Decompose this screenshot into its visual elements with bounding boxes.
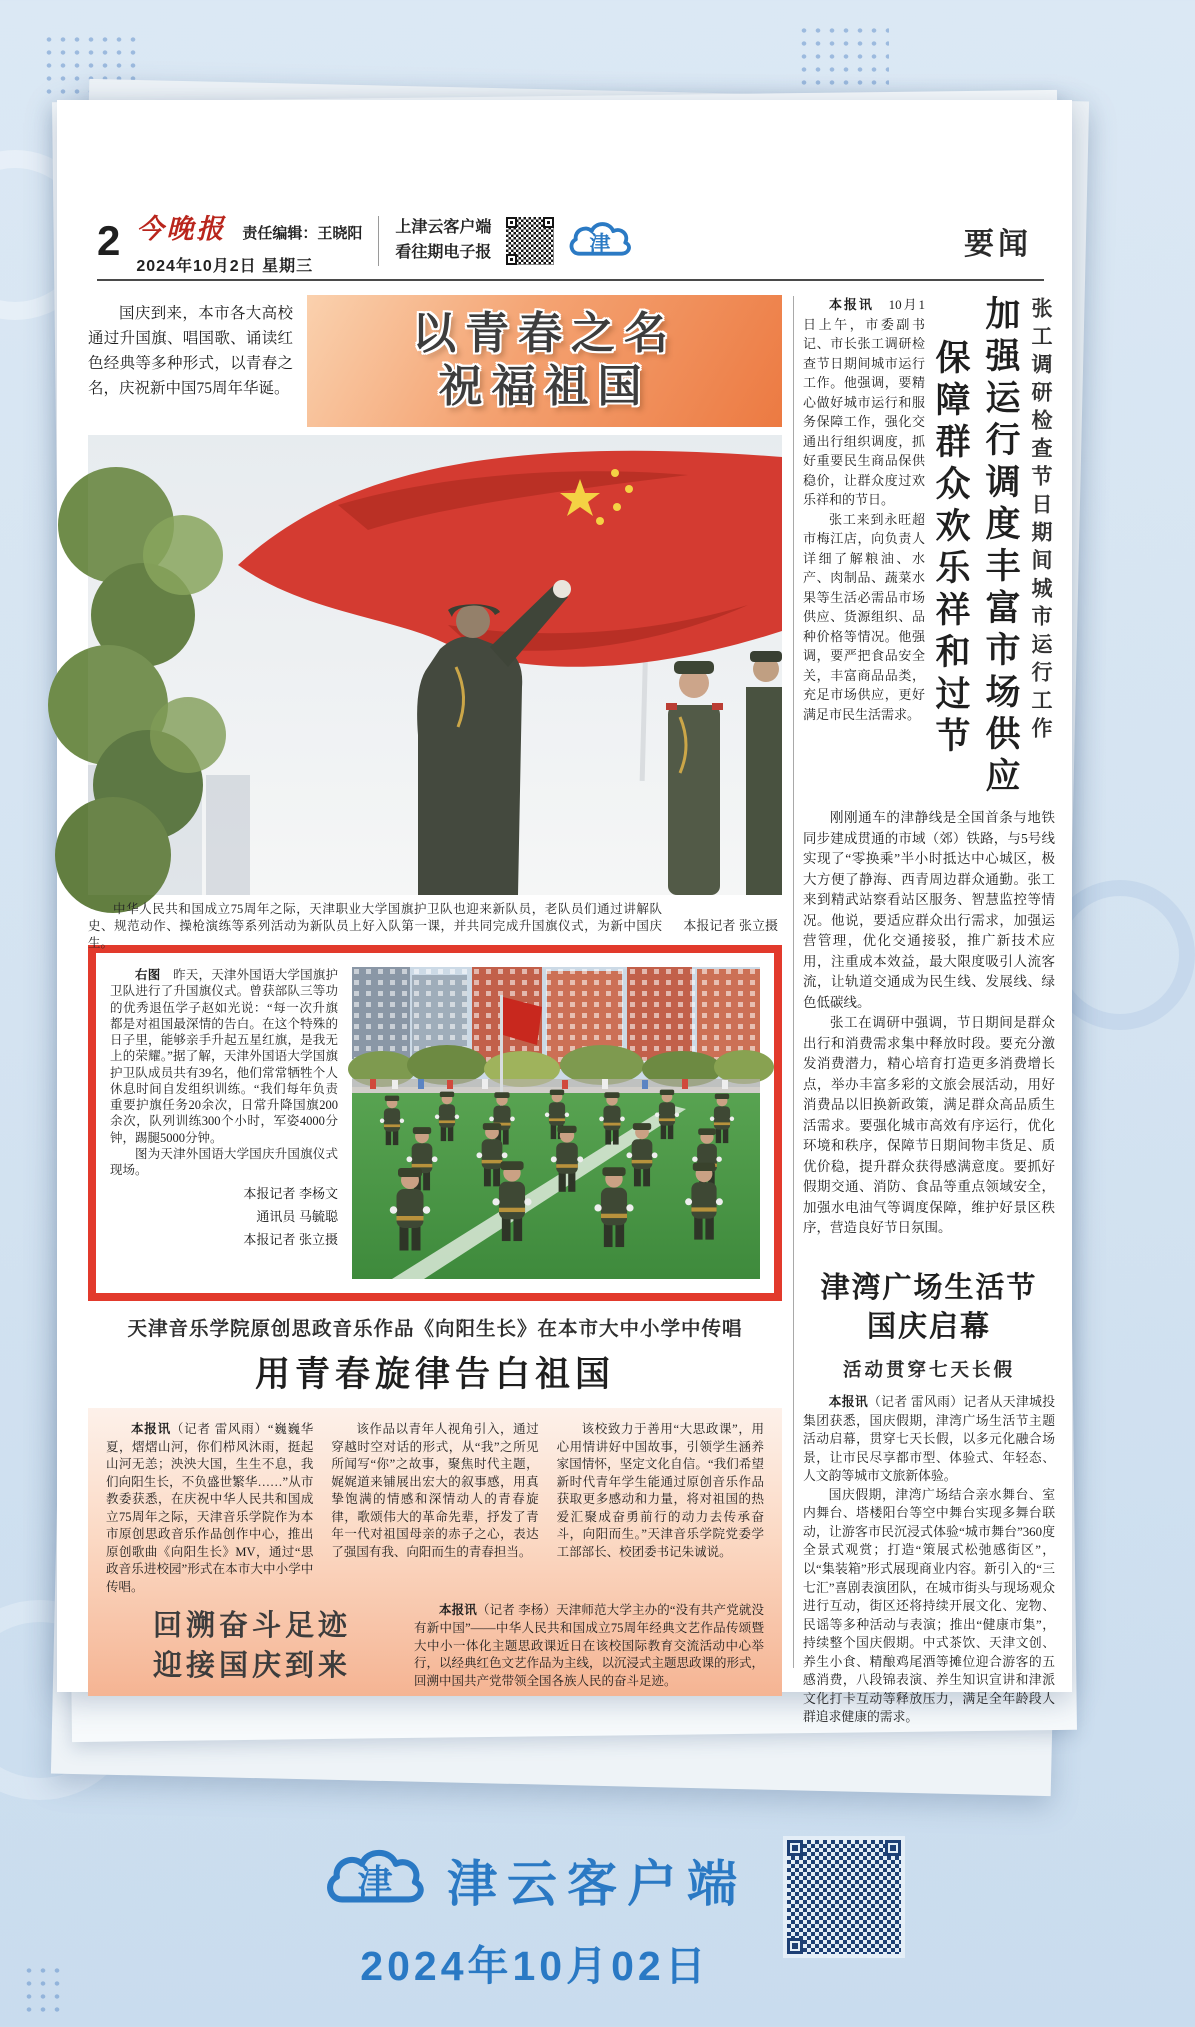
flag-guard-parade-photo (352, 967, 760, 1279)
lead-headline-line2: 祝福祖国 (438, 362, 651, 411)
jinyun-cloud-logo-icon (323, 1842, 427, 1917)
article-text: 张工来到永旺超市梅江店，向负责人详细了解粮油、水产、肉制品、蔬菜水果等生活必需品市场供应、货源组织、品种价格等情况。他强调，要严把食品安全关，丰富商品品类，充足市场供应，更好满足市民生活需求。 (803, 511, 925, 722)
logo-glyph: 津 (357, 1864, 393, 1903)
article-text-2: 图为天津外国语大学国庆升国旗仪式现场。 (110, 1146, 338, 1177)
article-text: （记者 雷风雨）记者从天津城投集团获悉，国庆假期，津湾广场生活节主题活动启幕，贯穿七天长假，以多元化融合场景，让市民尽享都市型、体验式、年轻态、人文韵等城市文旅新体验。 (803, 1395, 1055, 1484)
article-credits (110, 1183, 338, 1251)
app-issue-date: 2024年10月02日 (360, 1943, 710, 1989)
caption-text: 中华人民共和国成立75周年之际，天津职业大学国旗护卫队也迎来新队员，老队员们通过讲解队史、规范动作、操枪演练等系列活动为新队员上好入队第一课，并共同完成升国旗仪式，为新中国庆生。 (88, 902, 662, 950)
vertical-kicker: 张工调研检查节日期间城市运行工作 (1029, 297, 1052, 745)
article-columns (106, 1421, 764, 1593)
article-text: 国庆假期，津湾广场结合亲水舞台、室内舞台、塔楼阳台等空中舞台实现多舞台联动，让游客市民沉浸式体验“城市舞台”360度全景式观赏；打造“策展式松弛感街区”，以“集装箱”形式展现商业内容。新引入的“三七汇”喜剧表演团队，在城市街头与现场观众进行互动，街区还将持续开展文化、宠物、民谣等多种活动与表演；推出“健康市集”，持续整个国庆假期。中式茶饮、天津文创、养生小食、精酿鸡尾酒等摊位迎合游客的五感消费，八段锦表演、养生知识宣讲和津派文化打卡互动等释放压力，满足全年龄段人群追求健康的需求。 (803, 1487, 1055, 1725)
vertical-headline-line1: 加强运行调度丰富市场供应 (981, 295, 1020, 799)
jinwan-headline-line1: 津湾广场生活节 (820, 1271, 1038, 1304)
qr-hint-text (395, 216, 491, 266)
slogan-block (106, 1606, 398, 1687)
right-column (803, 295, 1055, 1727)
article-text: （记者 雷风雨）“巍巍华夏，熠熠山河，你们栉风沐雨，挺起山河无恙；泱泱大国，生生不息，我们向阳生长，不负盛世繁华……”从市教委获悉，在庆祝中华人民共和国成立75周年之际，天津音乐学院作为本市原创思政音乐作品创作中心，推出原创歌曲《向阳生长》MV，通过“思政音乐进校园”形式在本市大中小学中传唱。 (106, 1422, 314, 1594)
column-divider (793, 296, 794, 1668)
jinwan-article-body (803, 1393, 1055, 1727)
issue-date: 2024年10月2日 星期三 (136, 257, 314, 275)
credit-line: 通讯员 马毓聪 (256, 1209, 338, 1224)
article-column-2 (331, 1421, 538, 1593)
article-text: 10月1日上午，市委副书记、市长张工调研检查节日期间城市运行工作。他强调，要精心做好城市运行和服务保障工作，强化交通出行组织调度，抓好重要民生商品保供稳价，让群众度过欢乐祥和的节日。 (803, 297, 925, 507)
qr-hint-line1: 上津云客户端 (395, 219, 492, 237)
footer-qr-code (783, 1836, 905, 1958)
slogan-line1: 回溯奋斗足迹 (152, 1609, 351, 1642)
music-article-kicker: 天津音乐学院原创思政音乐作品《向阳生长》在本市大中小学中传唱 (127, 1318, 743, 1340)
lead-headline-box (307, 295, 782, 427)
music-article-headline: 用青春旋律告白祖国 (254, 1355, 615, 1394)
brief-article (414, 1602, 764, 1691)
masthead-rule (97, 279, 1044, 281)
app-brand-name: 津云客户端 (447, 1855, 747, 1912)
article-column-3 (557, 1421, 764, 1593)
dot-grid-decoration (797, 24, 889, 86)
article-lead-in: 本报讯 (131, 1422, 171, 1436)
editor-credit: 责任编辑：王晓阳 (242, 224, 363, 242)
article-lead-in: 本报讯 (829, 297, 874, 312)
lead-block (88, 295, 782, 427)
app-branding (255, 1842, 815, 1992)
jinwan-headline-line2: 国庆启幕 (866, 1310, 991, 1343)
credit-line: 本报记者 李杨文 (243, 1186, 338, 1202)
article-text: 该作品以青年人视角引入，通过穿越时空对话的形式，从“我”之所见所闻写“你”之故事，聚焦时代主题，娓娓道来铺展出宏大的叙事感，用真挚饱满的情感和深情动人的青春旋律，歌颂伟大的革命先辈，抒发了青年一代对祖国母亲的赤子之心，表达了强国有我、向阳而生的青春担当。 (331, 1422, 539, 1559)
credit-line: 本报记者 张立摄 (243, 1231, 338, 1247)
article-lead-in: 本报讯 (828, 1394, 868, 1410)
jinyun-cloud-logo-icon (567, 217, 633, 265)
box-bottom-row (106, 1602, 764, 1691)
newspaper-logo: 今晚报 (136, 213, 227, 244)
article-column-1 (106, 1421, 313, 1593)
jinwan-subhead: 活动贯穿七天长假 (842, 1359, 1015, 1381)
article-text: 该校致力于善用“大思政课”，用心用情讲好中国故事，引领学生涵养家国情怀，坚定文化自信。“我们希望新时代青年学生能通过原创音乐作品获取更多感动和力量，将对祖国的热爱汇聚成奋勇前行的动力去传承奋斗，向阳而生。”天津音乐学院党委学工部部长、校团委书记朱诚说。 (556, 1422, 764, 1559)
article-text: 张工在调研中强调，节日期间是群众出行和消费需求集中释放时段。要充分激发消费潜力，精心培育打造更多消费增长点，举办丰富多彩的文旅会展活动，用好消费品以旧换新政策，满足群众高品质生活需求。要强化城市高效有序运行，优化环境和秩序，保障节日期间物丰货足、质优价稳，提升群众获得感满意度。要抓好假期交通、消防、食品等重点领域安全，加强水电油气等调度保障，维护好景区秩序，营造良好节日氛围。 (803, 1015, 1055, 1236)
jinwan-headline (803, 1269, 1055, 1347)
article-body (803, 295, 925, 800)
article-text: （记者 李杨）天津师范大学主办的“没有共产党就没有新中国”——中华人民共和国成立75周年经典文艺作品传颂暨大中小一体化主题思政课近日在该校国际教育交流活动中心举行，以经典红色文艺作品为主线，以沉浸式主题思政课的形式，回溯中国共产党带领全国各族人民的奋斗足迹。 (414, 1603, 765, 1688)
lead-headline-line1: 以青春之名 (412, 309, 677, 359)
photo-caption (88, 901, 782, 950)
slogan-line2: 迎接国庆到来 (152, 1650, 351, 1683)
newspaper-page (57, 100, 1072, 1725)
article-continuation (803, 808, 1055, 1239)
masthead (97, 208, 1044, 274)
lead-intro-text: 国庆到来，本市各大高校通过升国旗、唱国歌、诵读红色经典等多种形式，以青春之名，庆祝新中国75周年华诞。 (88, 305, 293, 398)
page-number: 2 (97, 217, 121, 264)
photo-credit: 本报记者 张立摄 (683, 918, 778, 934)
masthead-center (136, 207, 362, 276)
section-label: 要闻 (964, 228, 1032, 261)
vertical-headline-line2: 保障群众欢乐祥和过节 (931, 339, 970, 759)
qr-hint-line2: 看往期电子报 (395, 244, 492, 261)
article-text: 刚刚通车的津静线是全国首条与地铁同步建成贯通的市域（郊）铁路，与5号线实现了“零换乘”半小时抵达中心城区，极大方便了静海、西青周边群众通勤。张工来到精武站察看站区服务、智慧监控等情况。他说，要适应群众出行需求，加强运营管理，优化交通接驳，推广新技术应用，注重成本效益，最大限度吸引人流客流，让轨道交通成为民生线、发展线、绿色低碳线。 (803, 810, 1055, 1010)
left-column (88, 295, 782, 1696)
logo-glyph: 津 (589, 232, 611, 256)
masthead-qr-code (503, 214, 557, 268)
music-article-box (88, 1408, 782, 1696)
article-body (110, 967, 338, 1279)
mayor-inspection-article (803, 295, 1055, 800)
article-text: 昨天，天津外国语大学国旗护卫队进行了升国旗仪式。曾获部队三等功的优秀退伍学子赵如光说：“每一次升旗都是对祖国最深情的告白。在这个特殊的日子里，能够亲手升起五星红旗，是我无上的荣耀。”据了解，天津外国语大学国旗护卫队成员共有39名，他们常常牺牲个人休息时间自发组织训练。“我们每年负责重要护旗任务20余次，日常升降国旗200余次，队列训练300个小时，军姿4000分钟，踢腿5000分钟。 (110, 968, 338, 1145)
dot-grid-decoration (22, 1964, 64, 2012)
flag-raising-photo (88, 435, 782, 895)
article-lead-in: 右图 (135, 968, 161, 982)
article-lead-in: 本报讯 (439, 1603, 477, 1617)
masthead-divider (378, 216, 379, 266)
red-framed-article (88, 945, 782, 1301)
